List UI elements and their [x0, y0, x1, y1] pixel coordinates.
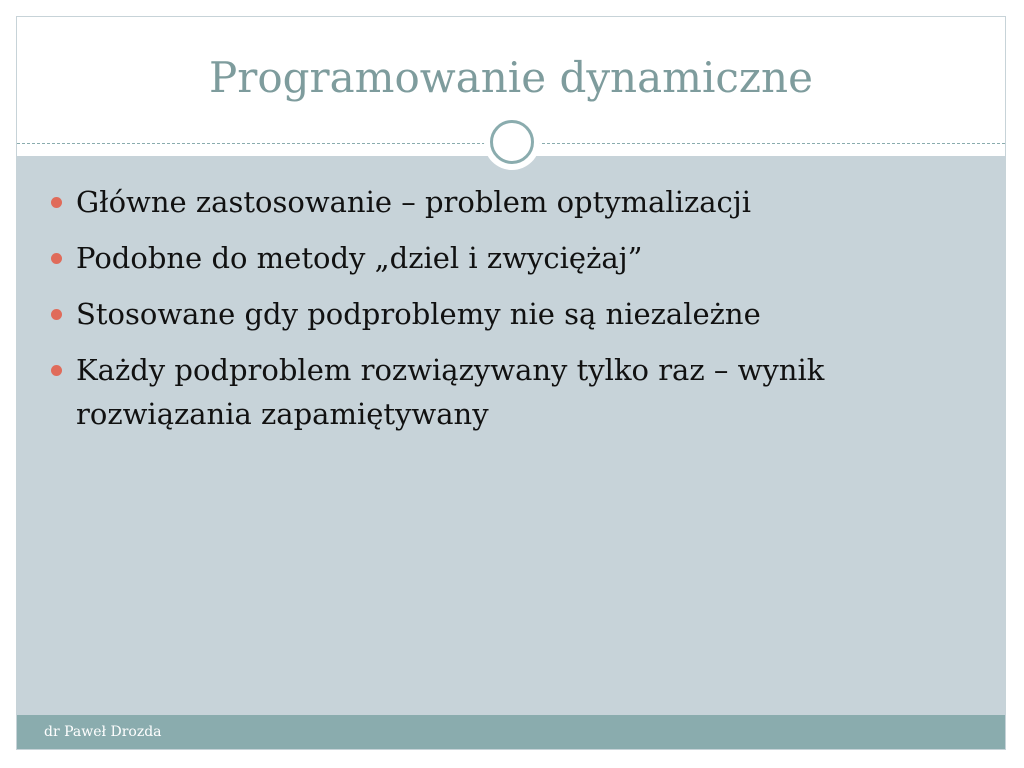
- bullet-icon: [51, 309, 62, 320]
- content-area: [17, 156, 1005, 715]
- bullet-text: Stosowane gdy podproblemy nie są niezależne: [76, 297, 761, 331]
- slide: [16, 16, 1006, 750]
- bullet-text: Każdy podproblem rozwiązywany tylko raz – wynik rozwiązania zapamiętywany: [76, 353, 825, 431]
- bullet-icon: [51, 197, 62, 208]
- bullet-text: Główne zastosowanie – problem optymalizacji: [76, 185, 752, 219]
- bullet-icon: [51, 253, 62, 264]
- bullet-item: [49, 236, 979, 280]
- footer-bar: [17, 715, 1005, 749]
- slide-title: Programowanie dynamiczne: [209, 53, 813, 102]
- footer-author: dr Paweł Drozda: [44, 724, 162, 740]
- bullet-item: [49, 180, 979, 224]
- circle-ornament-icon: [484, 114, 540, 170]
- circle-ring-icon: [490, 120, 534, 164]
- bullet-item: [49, 292, 979, 336]
- bullet-item: [49, 348, 979, 436]
- bullet-text: Podobne do metody „dziel i zwyciężaj”: [76, 241, 643, 275]
- bullet-list: [49, 180, 979, 448]
- bullet-icon: [51, 365, 62, 376]
